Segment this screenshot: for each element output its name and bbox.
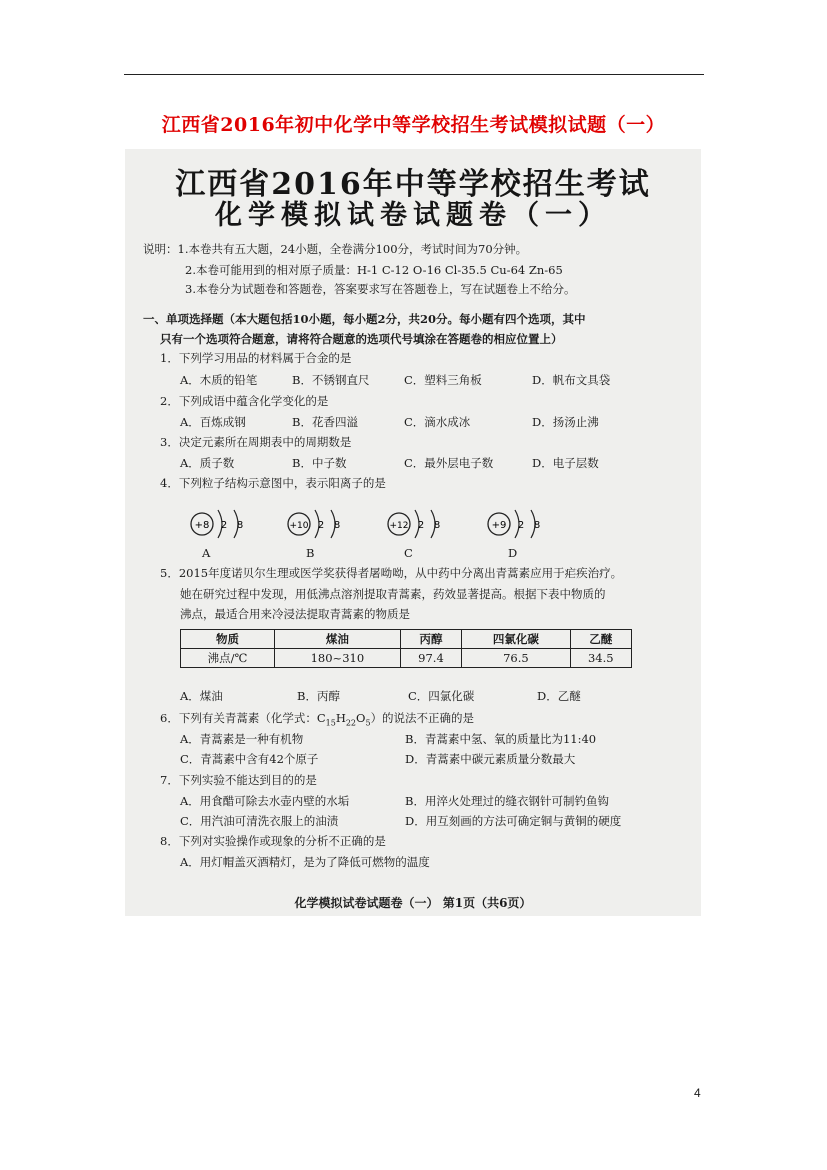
q5-option-b: B．丙醇: [297, 689, 340, 703]
q5-stem-2: 她在研究过程中发现，用低沸点溶剂提取青蒿素，药效显著提高。根据下表中物质的: [180, 587, 606, 601]
atom-diagram-c: [385, 504, 465, 544]
q2-option-c: C．滴水成冰: [404, 415, 471, 429]
instruction-3: 3.本卷分为试题卷和答题卷，答案要求写在答题卷上，写在试题卷上不给分。: [185, 282, 576, 296]
atom-a-shell2: 8: [236, 520, 244, 531]
table-header-cell: 煤油: [274, 630, 400, 649]
q2-option-a: A．百炼成钢: [180, 415, 246, 429]
exam-header-line1: 江西省2016年中等学校招生考试: [175, 167, 651, 202]
atom-b-label: B: [306, 546, 315, 560]
atom-c-shell1: 2: [417, 520, 425, 531]
q6-stem: 6．下列有关青蒿素（化学式：$C_{15}H_{22}O_5$）的说法不正确的是: [160, 711, 475, 728]
q1-option-d: D．帆布文具袋: [532, 373, 611, 387]
table-header-row: [181, 630, 632, 649]
q3-option-b: B．中子数: [292, 456, 347, 470]
q7-option-b: B．用淬火处理过的缝衣钢针可制钓鱼钩: [405, 794, 609, 808]
table-cell: 34.5: [570, 649, 631, 668]
table-cell: 180~310: [274, 649, 400, 668]
atom-diagram-d: [485, 504, 565, 544]
section1-heading: 一、单项选择题（本大题包括10小题，每小题2分，共20分。每小题有四个选项，其中: [143, 312, 586, 326]
atom-c-shell2: 8: [433, 520, 441, 531]
table-cell: 沸点/℃: [181, 649, 275, 668]
q2-option-d: D．扬汤止沸: [532, 415, 599, 429]
atom-a-shell1: 2: [220, 520, 228, 531]
q1-option-b: B．不锈钢直尺: [292, 373, 370, 387]
q5-stem-1: 5．2015年度诺贝尔生理或医学奖获得者屠呦呦，从中药中分离出青蒿素应用于疟疾治疗。: [160, 566, 623, 580]
q8-stem: 8．下列对实验操作或现象的分析不正确的是: [160, 834, 386, 848]
atom-d-label: D: [508, 546, 518, 560]
q5-option-c: C．四氯化碳: [408, 689, 475, 703]
q4-stem: 4．下列粒子结构示意图中，表示阳离子的是: [160, 476, 386, 490]
atom-d-shell2: 8: [533, 520, 541, 531]
atom-d-shell1: 2: [517, 520, 525, 531]
table-cell: 76.5: [462, 649, 570, 668]
table-header-cell: 丙醇: [400, 630, 461, 649]
section1-heading-cont: 只有一个选项符合题意，请将符合题意的选项代号填涂在答题卷的相应位置上）: [160, 332, 563, 346]
q3-option-d: D．电子层数: [532, 456, 599, 470]
instruction-1: 说明：1.本卷共有五大题，24小题，全卷满分100分，考试时间为70分钟。: [143, 242, 528, 256]
table-header-cell: 乙醚: [570, 630, 631, 649]
q3-option-c: C．最外层电子数: [404, 456, 494, 470]
page-number: 4: [694, 1086, 701, 1100]
q1-option-a: A．木质的铅笔: [180, 373, 258, 387]
atom-a-nucleus: +8: [194, 520, 210, 531]
q7-stem: 7．下列实验不能达到目的的是: [160, 773, 317, 787]
atom-diagram-a: [188, 504, 268, 544]
q3-option-a: A．质子数: [180, 456, 235, 470]
instruction-2: 2.本卷可能用到的相对原子质量：H-1 C-12 O-16 Cl-35.5 Cu-64 Zn-65: [185, 263, 563, 277]
atom-c-label: C: [404, 546, 413, 560]
q7-option-d: D．用互刻画的方法可确定铜与黄铜的硬度: [405, 814, 622, 828]
table-header-cell: 四氯化碳: [462, 630, 570, 649]
atom-a-label: A: [202, 546, 211, 560]
atom-diagram-b: [285, 504, 365, 544]
table-header-cell: 物质: [181, 630, 275, 649]
exam-page-footer: 化学模拟试卷试题卷（一） 第1页（共6页）: [294, 896, 532, 910]
q6-option-d: D．青蒿素中碳元素质量分数最大: [405, 752, 576, 766]
top-rule: [124, 74, 704, 75]
table-cell: 97.4: [400, 649, 461, 668]
boiling-point-table: [180, 629, 632, 668]
q5-option-d: D．乙醚: [537, 689, 581, 703]
q3-stem: 3．决定元素所在周期表中的周期数是: [160, 435, 352, 449]
q2-stem: 2．下列成语中蕴含化学变化的是: [160, 394, 329, 408]
exam-page-photo: [125, 149, 701, 916]
table-row: [181, 649, 632, 668]
q2-option-b: B．花香四溢: [292, 415, 358, 429]
atom-d-nucleus: +9: [491, 520, 507, 531]
q8-option-a: A．用灯帽盖灭酒精灯，是为了降低可燃物的温度: [180, 855, 430, 869]
q6-option-c: C．青蒿素中含有42个原子: [180, 752, 319, 766]
atom-c-nucleus: +12: [389, 521, 409, 531]
q7-option-c: C．用汽油可清洗衣服上的油渍: [180, 814, 339, 828]
q1-option-c: C．塑料三角板: [404, 373, 482, 387]
atom-b-nucleus: +10: [289, 521, 309, 531]
q6-option-b: B．青蒿素中氢、氧的质量比为11:40: [405, 732, 597, 746]
exam-header-line2: 化学模拟试卷试题卷（一）: [215, 200, 611, 231]
q5-option-a: A．煤油: [180, 689, 223, 703]
q6-option-a: A．青蒿素是一种有机物: [180, 732, 304, 746]
q5-stem-3: 沸点，最适合用来冷浸法提取青蒿素的物质是: [180, 607, 410, 621]
q7-option-a: A．用食醋可除去水壶内壁的水垢: [180, 794, 350, 808]
q1-stem: 1．下列学习用品的材料属于合金的是: [160, 351, 352, 365]
atom-b-shell2: 8: [333, 520, 341, 531]
atom-b-shell1: 2: [317, 520, 325, 531]
document-title: 江西省2016年初中化学中等学校招生考试模拟试题（一）: [161, 114, 666, 136]
